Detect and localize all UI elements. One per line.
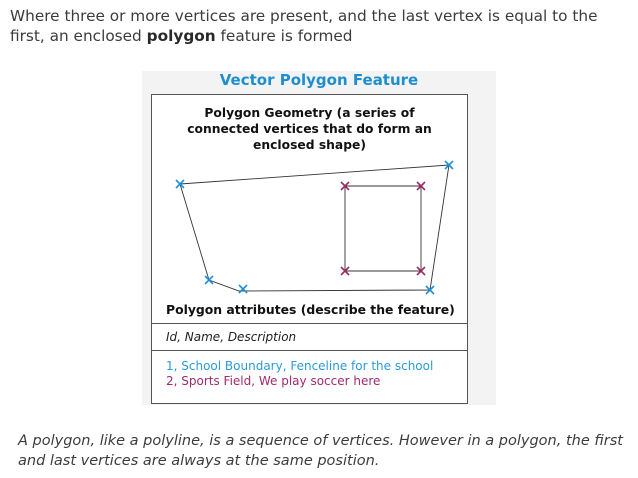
outer-vertex-marker: [205, 276, 213, 284]
attribute-field-names: Id, Name, Description: [166, 330, 297, 344]
attributes-header: [152, 298, 467, 324]
caption-text: A polygon, like a polyline, is a sequence of vertices. However in a polygon, the first and last vertices are always at the same position.: [18, 433, 623, 469]
attributes-title: Polygon attributes (describe the feature): [166, 302, 455, 317]
intro-bold-term: polygon: [146, 27, 216, 45]
attribute-row: 1, School Boundary, Fenceline for the school: [166, 359, 434, 373]
attribute-row: 2, Sports Field, We play soccer here: [166, 374, 381, 388]
inner-vertices: [341, 182, 425, 275]
geometry-title-line2: connected vertices that do form an: [187, 122, 432, 136]
geometry-title-line1: Polygon Geometry (a series of: [204, 106, 415, 120]
intro-text-after: feature is formed: [215, 27, 353, 45]
figure-title: Vector Polygon Feature: [219, 71, 419, 89]
intro-text: [10, 6, 630, 46]
polygon-figure: [142, 71, 496, 405]
polygon-geometry-diagram: [152, 95, 467, 298]
attribute-fields: [152, 324, 467, 351]
figure-box: [151, 94, 468, 404]
outer-vertex-marker: [239, 285, 247, 293]
intro-text-before: Where three or more vertices are present, and the last vertex is equal to the first, an enclosed: [10, 7, 598, 45]
outer-polygon-outline: [180, 165, 449, 291]
inner-polygon-outline: [345, 186, 421, 271]
geometry-title-line3: enclosed shape): [253, 138, 366, 152]
